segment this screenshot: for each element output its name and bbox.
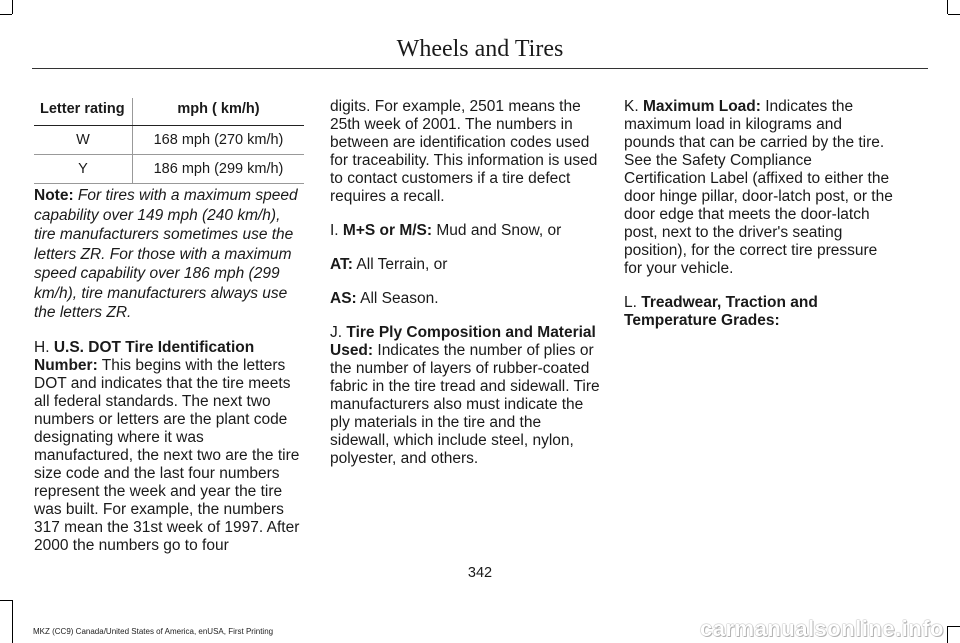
section-j-title: Tire Ply Composition and Material Used: <box>330 324 596 359</box>
section-i-text: Mud and Snow, or <box>432 222 562 239</box>
table-header-letter: Letter rating <box>34 98 133 126</box>
as-text: All Season. <box>356 290 439 307</box>
crop-mark <box>948 626 960 627</box>
section-l-prefix: L. <box>624 294 642 311</box>
section-k-text: Indicates the maximum load in kilograms and pounds that can be carried by the tire. See the Safety Compliance Certification Label (affixed to either the door hinge pillar, door-latch post, or the door edge that meets the door-latch post, next to the driver's seating position), for the correct tire pressure for your vehicle. <box>624 98 893 277</box>
section-k-paragraph <box>624 98 896 278</box>
table-cell-speed: 186 mph (299 km/h) <box>133 155 305 184</box>
table-cell-letter: W <box>34 126 133 155</box>
section-i-prefix: I. <box>330 222 343 239</box>
section-j-text: Indicates the number of plies or the number of layers of rubber-coated fabric in the tire tread and sidewall. Tire manufacturers also must indicate the ply materials in the tire and the sidewall, which include steel, nylon, polyester, and others. <box>330 342 600 467</box>
page-number: 342 <box>467 565 493 581</box>
table-row <box>34 126 304 155</box>
as-label: AS: <box>330 290 357 307</box>
section-j-paragraph <box>330 324 602 468</box>
note-label: Note: <box>34 187 74 204</box>
page-title: Wheels and Tires <box>396 36 564 62</box>
section-i-at <box>330 256 602 274</box>
crop-mark <box>948 14 960 15</box>
table-cell-speed: 168 mph (270 km/h) <box>133 126 305 155</box>
speed-rating-table <box>34 98 304 184</box>
section-i-title: M+S or M/S: <box>342 222 433 239</box>
column-middle <box>330 98 602 484</box>
crop-mark <box>0 14 12 15</box>
section-h-prefix: H. <box>34 338 54 356</box>
crop-mark <box>12 0 13 14</box>
table-header-speed: mph ( km/h) <box>133 98 305 126</box>
crop-mark <box>947 0 948 14</box>
crop-mark <box>0 600 12 601</box>
section-j-prefix: J. <box>330 324 347 341</box>
note-text: For tires with a maximum speed capability over 149 mph (240 km/h), tire manufacturers sometimes use the letters ZR. For those with a maximum speed capability over 186 mph (299 km/h), tire manufacturers always use the letters ZR. <box>34 187 298 321</box>
crop-mark <box>12 600 13 643</box>
at-label: AT: <box>330 256 353 273</box>
column-left <box>34 98 306 571</box>
section-h-paragraph <box>34 339 306 555</box>
column-right <box>624 98 896 346</box>
note-paragraph <box>34 186 306 323</box>
section-h-continued: digits. For example, 2501 means the 25th week of 2001. The numbers in between are identification codes used for traceability. This information is used to contact customers if a tire defect requires a recall. <box>330 98 598 205</box>
watermark-text: carmanualsonline.info <box>700 616 944 641</box>
section-l-title: Treadwear, Traction and Temperature Grades: <box>624 294 818 329</box>
edition-footer: MKZ (CC9) Canada/United States of America, enUSA, First Printing <box>33 627 274 636</box>
crop-mark <box>947 626 948 643</box>
section-k-title: Maximum Load: <box>642 98 761 115</box>
section-i-as <box>330 290 602 308</box>
header-divider <box>32 68 928 69</box>
section-h-title: U.S. DOT Tire Identification Number: <box>34 338 255 374</box>
table-cell-letter: Y <box>34 155 133 184</box>
section-i-paragraph <box>330 222 602 240</box>
at-text: All Terrain, or <box>352 256 448 273</box>
table-row <box>34 155 304 184</box>
table-header-row <box>34 98 304 126</box>
section-l-paragraph <box>624 294 896 330</box>
section-k-prefix: K. <box>624 98 643 115</box>
section-h-text: This begins with the letters DOT and indicates that the tire meets all federal standards. The next two numbers or letters are the plant code designating where it was manufactured, the next two are the tire size code and the last four numbers represent the week and year the tire was built. For example, the numbers 317 mean the 31st week of 1997. After 2000 the numbers go to four <box>34 356 300 554</box>
